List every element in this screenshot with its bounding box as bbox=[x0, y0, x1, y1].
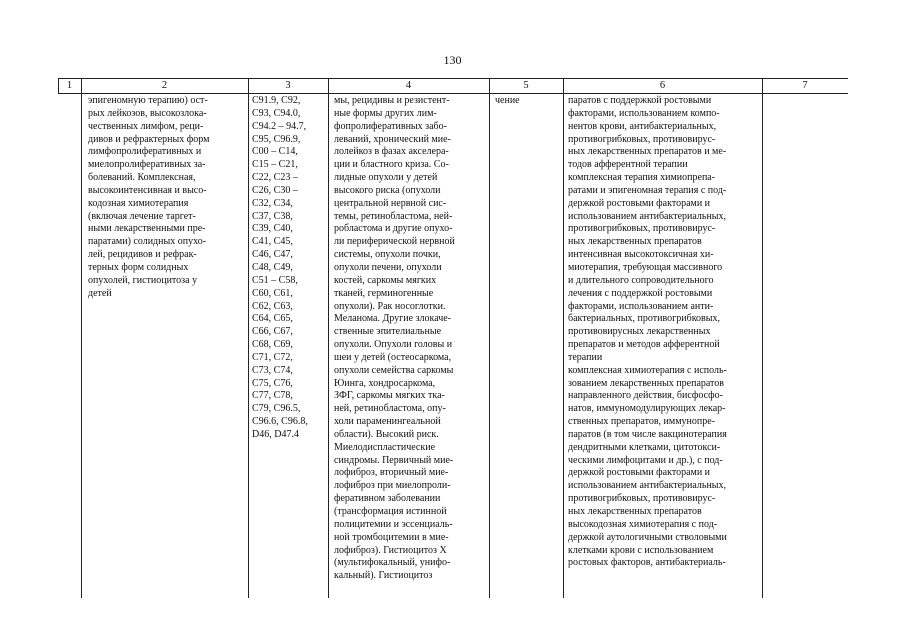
cell-text-line: опухоли семейства саркомы bbox=[334, 364, 454, 376]
cell-text-line: клетками крови с использованием bbox=[568, 544, 714, 556]
cell-text-line: зованием лекарственных препаратов bbox=[568, 377, 725, 389]
cell-text-line: опухоли). Рак носоглотки. bbox=[334, 300, 446, 312]
cell-text-line: интенсивная высокотоксичная хи- bbox=[568, 249, 714, 261]
cell-text-line: лофиброз). Гистиоцитоз Х bbox=[334, 544, 447, 556]
cell-text-line: лолейкоз в фазах акселера- bbox=[334, 146, 449, 158]
cell-text-line: лей, рецидивов и рефрак- bbox=[88, 249, 197, 261]
col-divider bbox=[248, 78, 249, 598]
cell-text-line: держкой аутологичными стволовыми bbox=[568, 531, 727, 543]
cell-text-line: использованием антибактериальных, bbox=[568, 480, 727, 492]
cell-text-line: дендритными клетками, цитотокси- bbox=[568, 441, 721, 453]
cell-text-line: терных форм солидных bbox=[88, 261, 189, 273]
cell-text-line: держкой ростовыми факторами и bbox=[568, 467, 711, 479]
cell-text-line: ческими лимфоцитами и др.), с под- bbox=[568, 454, 723, 466]
cell-text-line: высокого риска (опухоли bbox=[334, 184, 441, 196]
cell-text-line: (мультифокальный, унифо- bbox=[334, 557, 451, 569]
cell-text-line: тодов афферентной терапии bbox=[568, 159, 688, 171]
cell-text-line: ных лекарственных препаратов bbox=[568, 506, 702, 517]
cell-text-line: болеваний. Комплексная, bbox=[88, 172, 196, 184]
cell-text-line: ростовых факторов, антибактериаль- bbox=[568, 557, 726, 569]
cell-text-line: натов, иммуномодулирующих лекар- bbox=[568, 403, 726, 415]
cell-text-line: опухоли печени, опухоли bbox=[334, 261, 442, 273]
cell-text-line: C00 – C14, bbox=[252, 146, 298, 158]
cell-text-line: C48, C49, bbox=[252, 261, 293, 273]
cell-text-line: C41, C45, bbox=[252, 236, 293, 248]
cell-text-line: противогрибковых, противовирус- bbox=[568, 493, 716, 505]
cell-text-line: C71, C72, bbox=[252, 351, 293, 363]
cell-text-line: феративном заболевании bbox=[334, 493, 441, 505]
cell-text-line: противогрибковых, противовирус- bbox=[568, 133, 716, 145]
cell-text-line: C32, C34, bbox=[252, 197, 293, 209]
column-3-codes bbox=[252, 95, 326, 442]
cell-text-line: опухолей, гистиоцитоза у bbox=[88, 274, 198, 286]
col-divider bbox=[489, 78, 490, 598]
cell-text-line: факторами, использованием анти- bbox=[568, 300, 714, 312]
cell-text-line: C75, C76, bbox=[252, 377, 293, 389]
cell-text-line: терапии bbox=[568, 351, 603, 363]
cell-text-line: Меланома. Другие злокаче- bbox=[334, 313, 452, 325]
col-divider bbox=[563, 78, 564, 598]
cell-text-line: и длительного сопроводительного bbox=[568, 274, 714, 286]
cell-text-line: тканей, герминогенные bbox=[334, 287, 434, 299]
col-divider bbox=[762, 78, 763, 598]
cell-text-line: синдромы. Первичный мие- bbox=[334, 454, 454, 466]
col-divider bbox=[81, 78, 82, 598]
cell-text-line: C96.6, C96.8, bbox=[252, 416, 308, 428]
cell-text-line: лофиброз при миелопроли- bbox=[334, 480, 451, 492]
cell-text-line: бактериальных, противогрибковых, bbox=[568, 313, 720, 325]
cell-text-line: комплексная химиотерапия с исполь- bbox=[568, 364, 727, 376]
cell-text-line: системы, опухоли почки, bbox=[334, 249, 441, 261]
cell-text-line: C60, C61, bbox=[252, 287, 293, 299]
cell-text-line: паратов (в том числе вакцинотерапия bbox=[568, 428, 727, 440]
cell-text-line: шеи у детей (остеосаркома, bbox=[334, 351, 452, 363]
cell-text-line: костей, саркомы мягких bbox=[334, 274, 437, 286]
cell-text-line: миелопролиферативных за- bbox=[88, 159, 206, 171]
column-header-2: 2 bbox=[161, 80, 168, 91]
cell-text-line: C94.2 – 94.7, bbox=[252, 120, 307, 132]
cell-text-line: C15 – C21, bbox=[252, 159, 298, 171]
cell-text-line: препаратов и методов афферентной bbox=[568, 339, 720, 351]
cell-text-line: C95, C96.9, bbox=[252, 133, 301, 145]
cell-text-line: чественных лимфом, реци- bbox=[88, 120, 204, 132]
cell-text-line: темы, ретинобластома, ней- bbox=[334, 210, 453, 222]
cell-text-line: C93, C94.0, bbox=[252, 107, 301, 119]
cell-text-line: C79, C96.5, bbox=[252, 403, 301, 415]
cell-text-line: миотерапия, требующая массивного bbox=[568, 261, 723, 273]
cell-text-line: паратов с поддержкой ростовыми bbox=[568, 95, 712, 106]
cell-text-line: (включая лечение таргет- bbox=[88, 210, 196, 222]
cell-text-line: направленного действия, бисфосфо- bbox=[568, 390, 723, 402]
cell-text-line: ли периферической нервной bbox=[334, 236, 455, 248]
column-header-7: 7 bbox=[802, 80, 808, 91]
cell-text-line: дивов и рефрактерных форм bbox=[88, 133, 210, 145]
column-4-text bbox=[334, 95, 486, 583]
cell-text-line: факторами, использованием компо- bbox=[568, 107, 720, 119]
cell-text-line: области). Высокий риск. bbox=[334, 428, 439, 440]
cell-text-line: центральной нервной сис- bbox=[334, 197, 447, 209]
cell-text-line: ции и бластного криза. Со- bbox=[334, 159, 449, 171]
cell-text-line: C22, C23 – bbox=[252, 172, 298, 184]
cell-text-line: ратами и эпигеномная терапия с под- bbox=[568, 184, 727, 196]
cell-text-line: робластома и другие опухо- bbox=[334, 223, 453, 235]
cell-text-line: ных лекарственных препаратов bbox=[568, 236, 702, 248]
cell-text-line: C51 – C58, bbox=[252, 274, 298, 286]
cell-text-line: (трансформация истинной bbox=[334, 506, 447, 517]
cell-text-line: ными лекарственными пре- bbox=[88, 223, 206, 235]
cell-text-line: C37, C38, bbox=[252, 210, 293, 222]
cell-text-line: C46, C47, bbox=[252, 249, 293, 261]
column-header-4: 4 bbox=[405, 80, 412, 91]
column-header-5: 5 bbox=[523, 80, 529, 91]
cell-text-line: держкой ростовыми факторами и bbox=[568, 197, 711, 209]
cell-text-line: фопролиферативных забо- bbox=[334, 120, 447, 132]
cell-text-line: ственные эпителиальные bbox=[334, 326, 442, 338]
cell-text-line: использованием антибактериальных, bbox=[568, 210, 727, 222]
cell-text-line: лофиброз, вторичный мие- bbox=[334, 467, 449, 479]
cell-text-line: лечения с поддержкой ростовыми bbox=[568, 287, 713, 299]
cell-text-line: кодозная химиотерапия bbox=[88, 197, 189, 209]
header-bottom-rule bbox=[58, 93, 848, 94]
cell-text-line: противогрибковых, противовирус- bbox=[568, 223, 716, 235]
cell-text-line: эпигеномную терапию) ост- bbox=[88, 95, 208, 106]
document-table bbox=[58, 78, 848, 598]
cell-text-line: полицитемии и эссенциаль- bbox=[334, 518, 453, 530]
cell-text-line: C39, C40, bbox=[252, 223, 293, 235]
cell-text-line: ных лекарственных препаратов и ме- bbox=[568, 146, 727, 158]
cell-text-line: мы, рецидивы и резистент- bbox=[334, 95, 450, 106]
cell-text-line: нентов крови, антибактериальных, bbox=[568, 120, 717, 132]
cell-text-line: высокоинтенсивная и высо- bbox=[88, 184, 207, 196]
cell-text-line: C73, C74, bbox=[252, 364, 293, 376]
page-number: 130 bbox=[443, 53, 462, 67]
cell-text-line: Миелодиспластические bbox=[334, 441, 436, 453]
cell-text-line: холи параменингеальной bbox=[334, 416, 441, 428]
cell-text-line: ной тромбоцитемии в мие- bbox=[334, 531, 449, 543]
cell-text-line: лимфопролиферативных и bbox=[88, 146, 202, 158]
cell-text-line: леваний, хронический мие- bbox=[334, 133, 451, 145]
cell-text-line: ственных препаратов, иммунопре- bbox=[568, 416, 716, 428]
column-5-text bbox=[495, 95, 561, 108]
cell-text-line: C77, C78, bbox=[252, 390, 293, 402]
cell-text-line: C91.9, C92, bbox=[252, 95, 301, 106]
column-2-text bbox=[88, 95, 248, 301]
cell-text-line: C62, C63, bbox=[252, 300, 293, 312]
cell-text-line: C64, C65, bbox=[252, 313, 293, 325]
column-header-3: 3 bbox=[285, 80, 291, 91]
cell-text-line: C26, C30 – bbox=[252, 184, 298, 196]
cell-text-line: C66, C67, bbox=[252, 326, 293, 338]
cell-text-line: C68, C69, bbox=[252, 339, 293, 351]
cell-text-line: Юинга, хондросаркома, bbox=[334, 377, 436, 389]
column-header-6: 6 bbox=[659, 80, 666, 91]
cell-text-line: высокодозная химиотерапия с под- bbox=[568, 518, 718, 530]
cell-text-line: паратами) солидных опухо- bbox=[88, 236, 207, 248]
cell-text-line: опухоли. Опухоли головы и bbox=[334, 339, 453, 351]
col-divider bbox=[328, 78, 329, 598]
cell-text-line: чение bbox=[495, 95, 520, 106]
cell-text-line: рых лейкозов, высокозлока- bbox=[88, 107, 207, 119]
cell-text-line: лидные опухоли у детей bbox=[334, 172, 438, 184]
cell-text-line: противовирусных лекарственных bbox=[568, 326, 711, 338]
cell-text-line: комплексная терапия химиопрепа- bbox=[568, 172, 716, 184]
column-header-1: 1 bbox=[66, 80, 73, 91]
cell-text-line: ней, ретинобластома, опу- bbox=[334, 403, 446, 415]
cell-text-line: кальный). Гистиоцитоз bbox=[334, 570, 433, 582]
column-6-text bbox=[568, 95, 760, 570]
cell-text-line: D46, D47.4 bbox=[252, 428, 299, 440]
cell-text-line: детей bbox=[88, 287, 112, 299]
cell-text-line: ЗФГ, саркомы мягких тка- bbox=[334, 390, 445, 402]
cell-text-line: ные формы других лим- bbox=[334, 107, 437, 119]
